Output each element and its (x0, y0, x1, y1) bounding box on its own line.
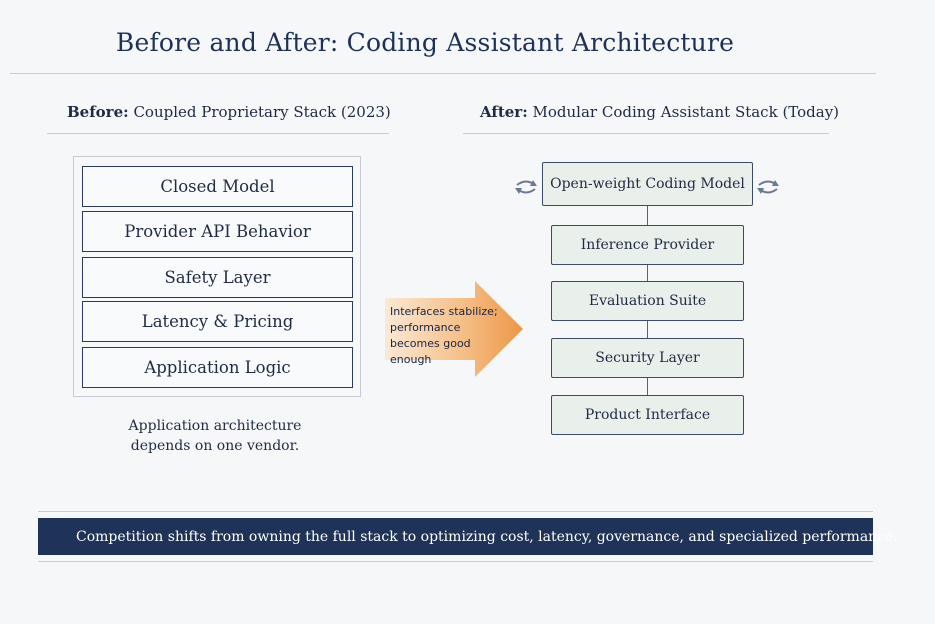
before-heading (67, 103, 391, 121)
before-heading-text: Coupled Proprietary Stack (2023) (128, 103, 391, 121)
after-module-box: Inference Provider (551, 225, 744, 265)
after-heading-text: Modular Coding Assistant Stack (Today) (527, 103, 840, 121)
before-layer: Closed Model (82, 166, 353, 207)
title-divider (10, 73, 876, 74)
before-layer: Latency & Pricing (82, 301, 353, 342)
swap-cycle-icon (513, 177, 539, 197)
after-module-box: Security Layer (551, 338, 744, 378)
after-module-box: Evaluation Suite (551, 281, 744, 321)
before-heading-rule (47, 133, 389, 134)
banner-bottom-rule (38, 561, 873, 562)
before-caption: Application architecture depends on one vendor. (128, 418, 302, 454)
before-layer: Safety Layer (82, 257, 353, 298)
open-weight-model-box: Open-weight Coding Model (542, 162, 753, 206)
summary-banner: Competition shifts from owning the full stack to optimizing cost, latency, governance, and specialized performance. (38, 518, 873, 555)
after-heading-label: After: (480, 103, 528, 121)
transition-label: Interfaces stabilize; performance becomes good enough (390, 305, 498, 366)
after-heading (480, 103, 839, 121)
swap-cycle-icon (755, 177, 781, 197)
before-heading-label: Before: (67, 103, 129, 121)
after-module-box: Product Interface (551, 395, 744, 435)
before-layer: Application Logic (82, 347, 353, 388)
before-layer: Provider API Behavior (82, 211, 353, 252)
page-title: Before and After: Coding Assistant Architecture (115, 28, 735, 57)
after-heading-rule (463, 133, 829, 134)
banner-top-rule (38, 511, 873, 512)
